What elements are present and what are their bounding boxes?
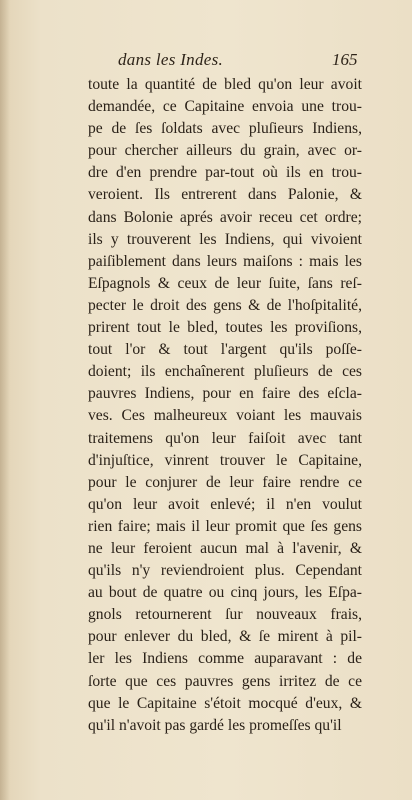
text-line: dre d'en prendre par-tout où ils en trou- — [88, 164, 362, 182]
text-line: pour chercher ailleurs du grain, avec or- — [88, 142, 362, 160]
text-line: veroient. Ils entrerent dans Palonie, & — [88, 186, 362, 204]
text-line: gnols retournerent ſur nouveaux frais, — [88, 606, 362, 624]
text-line: pour enlever du bled, & ſe mirent à pil- — [88, 628, 362, 646]
text-line: paiſiblement dans leurs maiſons : mais les — [88, 252, 362, 270]
page-number: 165 — [332, 50, 358, 69]
page-gutter-shadow — [0, 0, 10, 800]
text-line: pecter le droit des gens & de l'hoſpitalité, — [88, 296, 362, 314]
text-line: ne leur feroient aucun mal à l'avenir, & — [88, 539, 362, 557]
running-head: dans les Indes. — [118, 50, 224, 69]
text-line: au bout de quatre ou cinq jours, les Eſpa- — [88, 584, 362, 602]
text-line: que le Capitaine s'étoit mocqué d'eux, & — [88, 694, 362, 712]
page-header — [0, 50, 412, 72]
text-line: pe de ſes ſoldats avec pluſieurs Indiens, — [88, 120, 362, 138]
text-line: qu'il n'avoit pas gardé les promeſſes qu'il — [88, 716, 342, 734]
text-line: Eſpagnols & ceux de leur ſuite, ſans reſ- — [88, 274, 362, 292]
text-line: dans Bolonie aprés avoir receu cet ordre; — [88, 208, 362, 226]
text-line: qu'ils n'y reviendroient plus. Cependant — [88, 562, 362, 580]
text-line: prirent tout le bled, toutes les proviſions, — [88, 319, 362, 337]
text-line: ves. Ces malheureux voiant les mauvais — [88, 407, 362, 425]
text-line: tout l'or & tout l'argent qu'ils poſſe- — [88, 341, 362, 359]
text-line: d'injuſtice, vinrent trouver le Capitaine, — [88, 451, 362, 469]
text-line: toute la quantité de bled qu'on leur avoit — [88, 76, 362, 93]
text-line: qu'on leur avoit enlevé; il n'en voulut — [88, 495, 362, 513]
text-line: pauvres Indiens, pour en faire des eſcla- — [88, 385, 362, 403]
text-line: ler les Indiens comme auparavant : de — [88, 650, 362, 668]
text-line: traitemens qu'on leur faiſoit avec tant — [88, 429, 362, 447]
text-line: ſorte que ces pauvres gens irritez de ce — [88, 672, 362, 690]
text-line: rien faire; mais il leur promit que ſes gens — [88, 517, 362, 535]
text-line: doient; ils enchaînerent pluſieurs de ces — [88, 363, 362, 381]
text-line: pour le conjurer de leur faire rendre ce — [88, 473, 362, 491]
text-line: ils y trouverent les Indiens, qui vivoient — [88, 230, 362, 248]
body-text — [88, 74, 362, 737]
text-line: demandée, ce Capitaine envoia une trou- — [88, 98, 362, 116]
